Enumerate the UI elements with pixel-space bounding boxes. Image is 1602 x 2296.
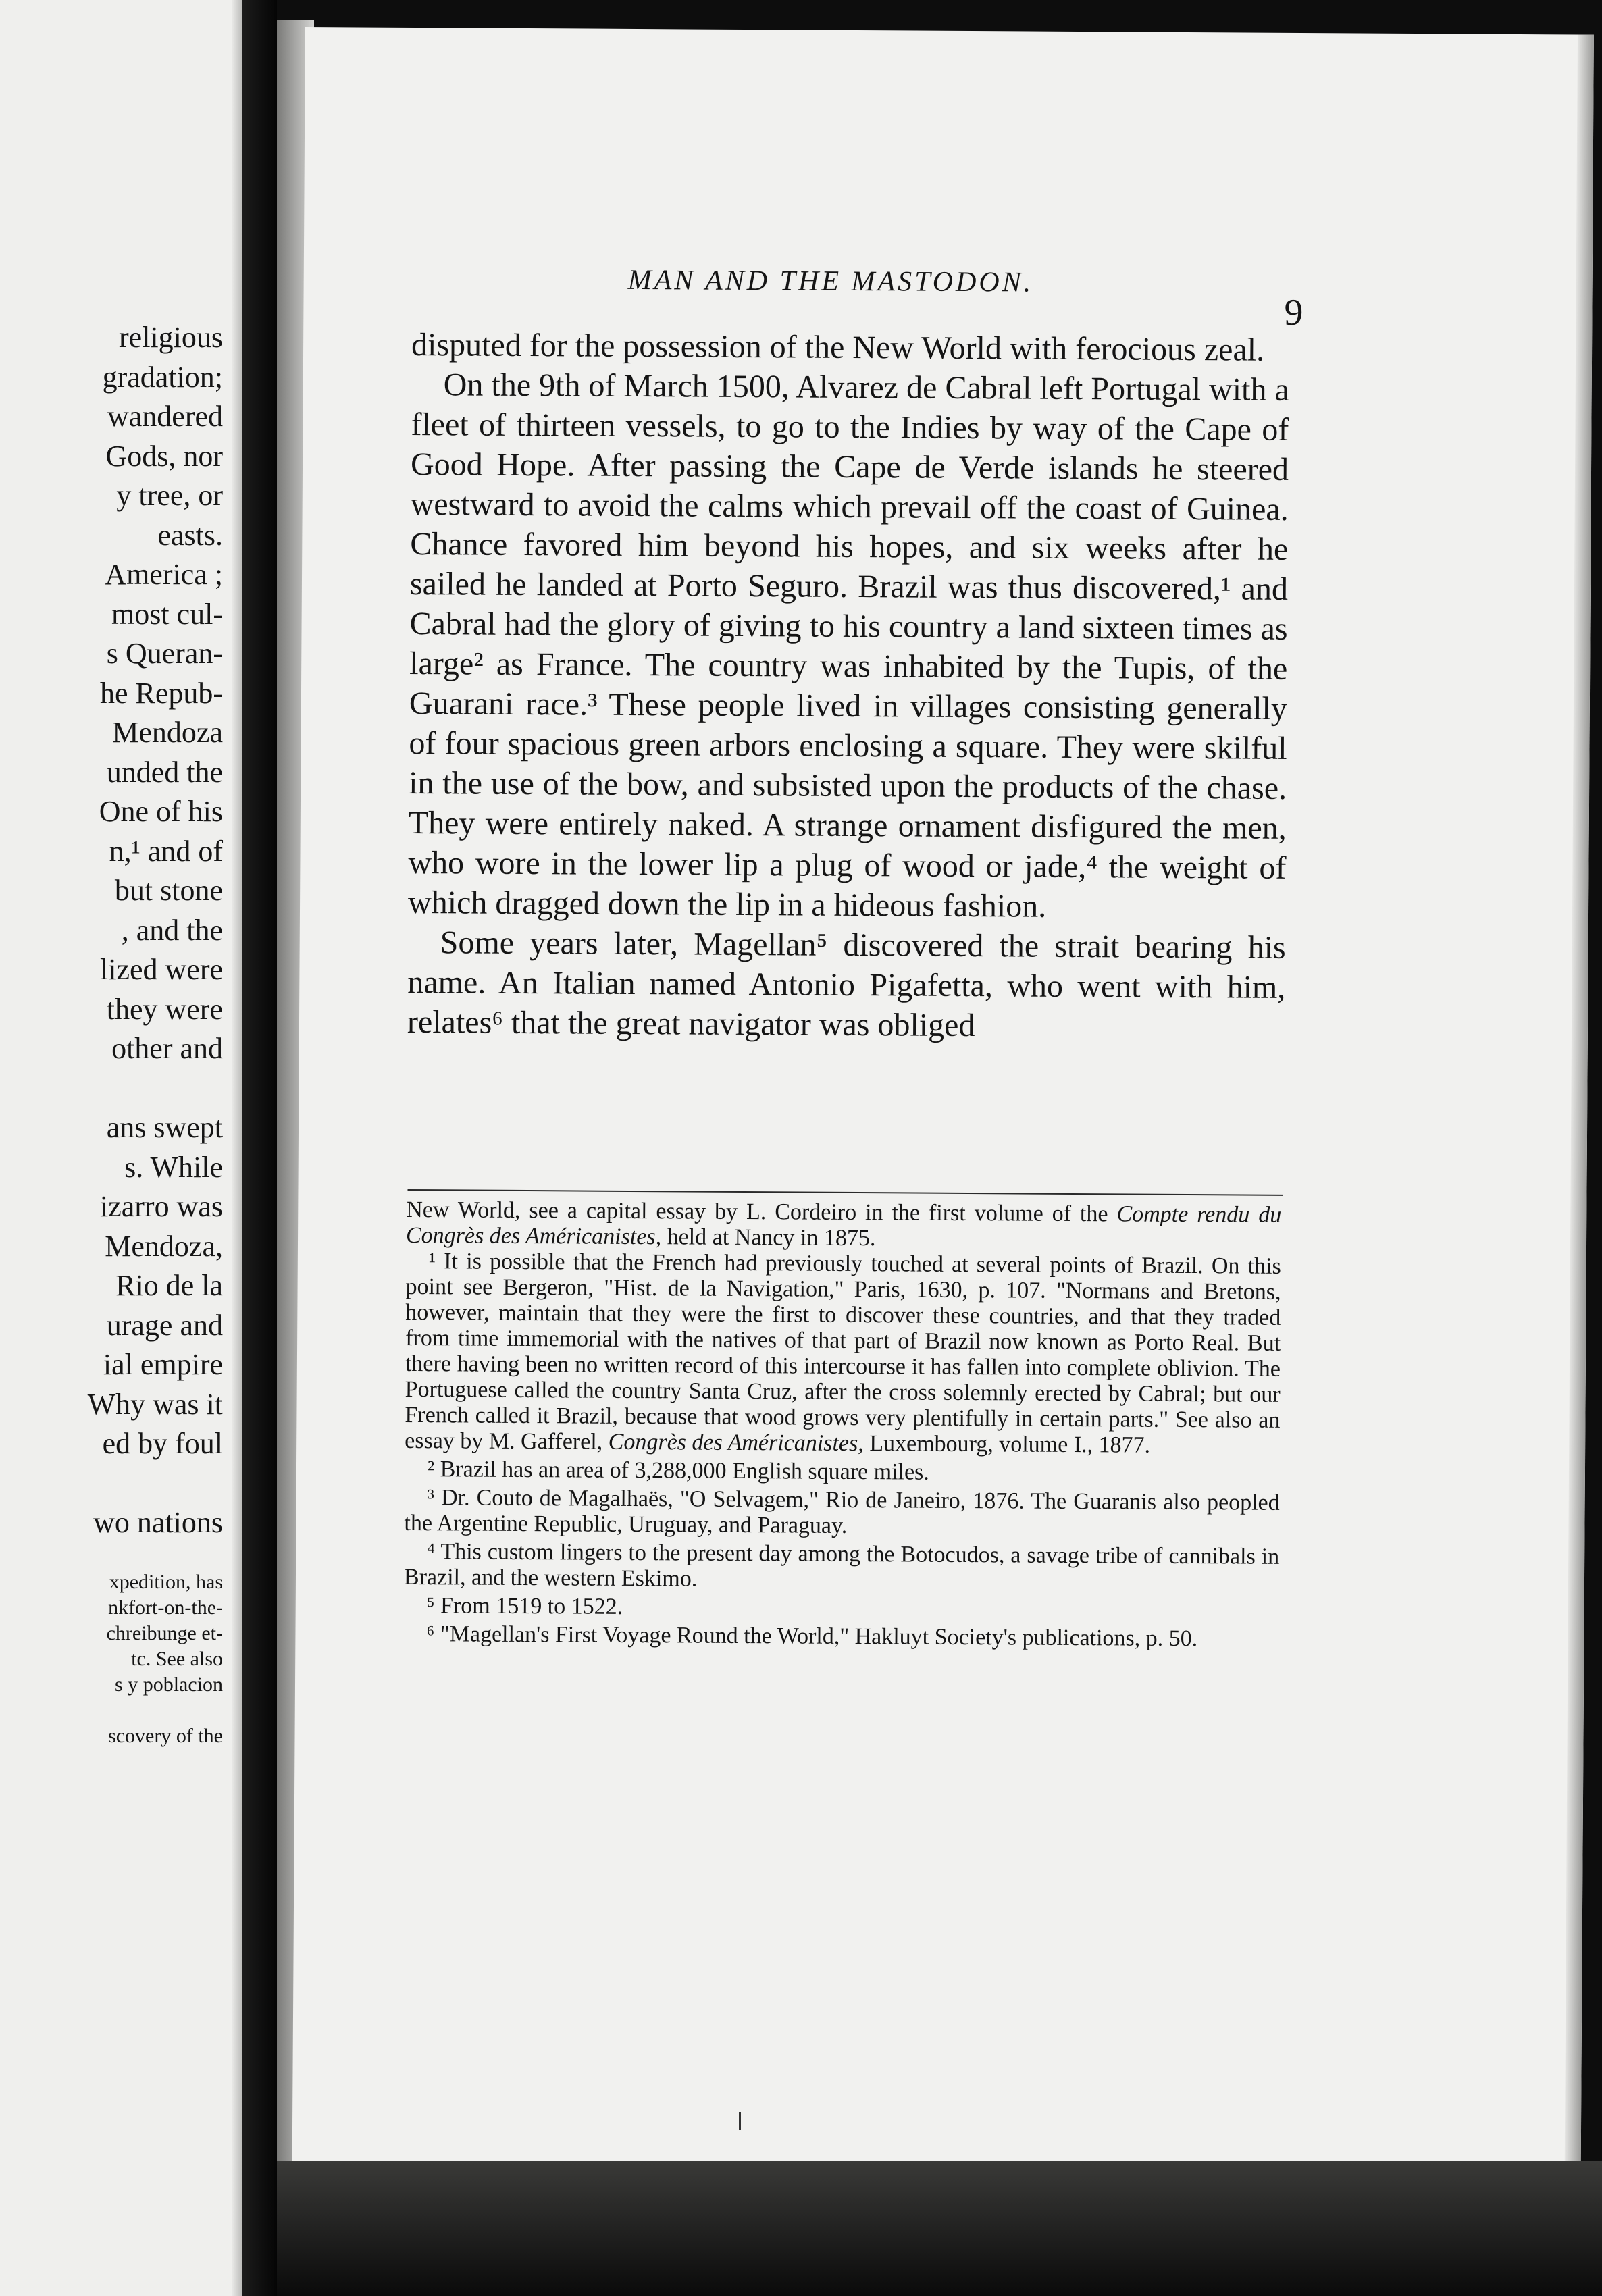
page-fold xyxy=(232,0,242,2296)
footnote-rule xyxy=(407,1189,1283,1196)
right-page xyxy=(292,27,1594,2189)
paragraph: On the 9th of March 1500, Alvarez de Cabral left Portugal with a fleet of thirteen vessels, to go to the Indies by way of the Cape of Good Hope. After passing the Cape de Verde islands he steered westward to avoid the calms which prevail off the coast of Guinea. Chance favored him beyond his hopes, and six weeks after he sailed he landed at Porto Seguro. Brazil was thus discovered,¹ and Cabral had the glory of giving to his country a land sixteen times as large² as France. The country was inhabited by the Tupis, of the Guarani race.³ These people lived in villages consisting generally of four spacious green arbors enclosing a square. They were skilful in the use of the bow, and subsisted upon the products of the chase. They were entirely naked. A strange ornament disfigured the men, who wore in the lower lip a plug of wood or jade,⁴ the weight of which dragged down the lip in a hideous fashion. xyxy=(407,367,1289,924)
left-page-line: Rio de la xyxy=(115,1269,223,1302)
footnote-text: ¹ It is possible that the French had previously touched at several points of Brazil. On this point see Bergeron, "Hist. de la Navigation," Paris, 1630, p. 107. "Normans and Bretons, however, maintain that they were the first to discover these countries, and that they traded from time immemorial with the natives of that part of Brazil now known as Porto Real. But there having been no written record of this intercourse it has fallen into complete oblivion. The Portuguese called the country Santa Cruz, after the cross solemnly erected by Cabral; but our French called it Brazil, because that wood grows very plentifully in certain parts." See also an essay by M. Gafferel, xyxy=(405,1249,1281,1455)
left-page-line: n,¹ and of xyxy=(109,834,223,868)
left-page-line: s Queran- xyxy=(106,637,223,670)
footnote-italic: Congrès des Américanistes, xyxy=(608,1429,864,1457)
left-page-line: ans swept xyxy=(106,1111,223,1144)
left-page-line: One of his xyxy=(99,795,223,828)
bottom-shadow xyxy=(277,2161,1602,2296)
left-page-line: easts. xyxy=(157,518,223,552)
left-page-line: religious xyxy=(119,321,223,354)
left-page-footnote-line: xpedition, has xyxy=(109,1571,223,1593)
paragraph: Some years later, Magellan⁵ discovered the strait bearing his name. An Italian named Antonio Pigafetta, who went with him, relates⁶ that the great navigator was obliged xyxy=(407,924,1286,1044)
left-page-line: Why was it xyxy=(87,1387,223,1421)
left-page-line: gradation; xyxy=(102,360,223,394)
left-page-line: , and the xyxy=(121,913,223,947)
left-page-line: lized were xyxy=(100,953,223,986)
left-page-line: Mendoza, xyxy=(105,1229,223,1263)
left-page-line: ial empire xyxy=(103,1348,223,1381)
running-head: MAN AND THE MASTODON. xyxy=(627,264,1034,298)
footnote-2: ² Brazil has an area of 3,288,000 English square miles. xyxy=(427,1457,929,1485)
page-number: 9 xyxy=(1284,291,1303,334)
footnote-italic: Compte rendu du Congrès des Américanistes, xyxy=(405,1201,1282,1250)
left-page-line: izarro was xyxy=(99,1190,223,1223)
left-page-line: Mendoza xyxy=(112,716,223,749)
footnote-5: ⁵ From 1519 to 1522. xyxy=(426,1593,623,1619)
left-page-footnote-line: nkfort-on-the- xyxy=(108,1596,223,1619)
footnote-text: New World, see a capital essay by L. Cordeiro in the first volume of the xyxy=(406,1197,1108,1227)
left-page-line: urage and xyxy=(106,1308,223,1342)
footnote-text: held at Nancy in 1875. xyxy=(661,1224,876,1251)
left-page-line: wandered xyxy=(107,400,223,433)
left-page xyxy=(0,0,242,2296)
left-page-line: y tree, or xyxy=(116,479,223,512)
book-gutter xyxy=(242,0,277,2296)
page-mark xyxy=(739,2112,741,2130)
left-page-line: Gods, nor xyxy=(105,439,223,473)
left-page-footnote-line: scovery of the xyxy=(108,1725,223,1747)
left-page-line: s. While xyxy=(124,1150,223,1184)
left-page-line: most cul- xyxy=(111,597,223,631)
left-page-line: they were xyxy=(106,992,223,1026)
left-page-line: other and xyxy=(111,1032,223,1065)
footnote-6: ⁶ "Magellan's First Voyage Round the World," Hakluyt Society's publications, p. 50. xyxy=(426,1621,1198,1652)
page-edge xyxy=(1564,35,1593,2189)
left-page-line: America ; xyxy=(105,558,223,591)
footnote-1 xyxy=(405,1249,1281,1459)
left-page-line: wo nations xyxy=(93,1506,223,1539)
left-page-footnote-line: s y poblacion xyxy=(115,1673,223,1696)
footnote-text: Luxembourg, volume I., 1877. xyxy=(863,1431,1151,1458)
footnote-continued xyxy=(406,1197,1281,1254)
left-page-line: but stone xyxy=(114,874,223,907)
left-page-footnote-line: tc. See also xyxy=(131,1648,223,1670)
left-page-line: ed by foul xyxy=(102,1427,223,1460)
body-text xyxy=(407,325,1289,1047)
left-page-line: unded the xyxy=(106,755,223,789)
footnote-4: ⁴ This custom lingers to the present day among the Botocudos, a savage tribe of cannibals in Brazil, and the western Eskimo. xyxy=(403,1539,1280,1592)
footnote-3: ³ Dr. Couto de Magalhaës, "O Selvagem," Rio de Janeiro, 1876. The Guaranis also peopled the Argentine Republic, Uruguay, and Paraguay. xyxy=(404,1485,1280,1538)
paragraph: disputed for the possession of the New World with ferocious zeal. xyxy=(411,326,1265,368)
left-page-line: he Repub- xyxy=(99,676,223,710)
footnotes xyxy=(403,1197,1281,1652)
left-page-footnote-line: chreibunge et- xyxy=(106,1622,223,1644)
